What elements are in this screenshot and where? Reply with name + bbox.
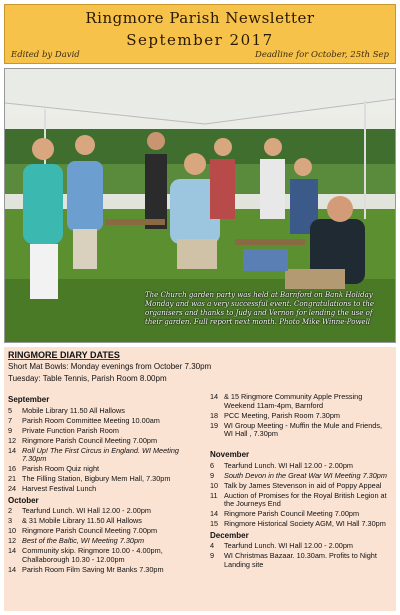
event-date: 21 [8, 474, 17, 484]
diary-event [210, 552, 392, 569]
diary-event [8, 427, 204, 436]
event-text: Best of the Baltic, WI Meeting 7.30pm [22, 536, 145, 546]
diary-event [8, 566, 204, 575]
diary-event [8, 517, 204, 526]
event-date: 10 [8, 526, 17, 536]
event-date: 9 [210, 470, 215, 480]
event-date: 14 [8, 445, 17, 455]
newsletter-header [4, 4, 396, 64]
diary-event [8, 547, 204, 564]
event-date: 14 [8, 564, 17, 574]
event-text: Parish Room Film Saving Mr Banks 7.30pm [22, 564, 164, 574]
month-heading: September [8, 395, 50, 404]
event-text: Talk by James Stevenson in aid of Poppy Appeal [224, 480, 382, 490]
event-text: Roll Up! The First Circus in England. WI Meeting 7.30pm [22, 445, 179, 464]
diary-section [4, 347, 396, 611]
event-date: 14 [210, 392, 219, 401]
diary-left-column [8, 393, 204, 576]
event-date: 4 [210, 541, 215, 551]
diary-event [8, 407, 204, 416]
event-date: 12 [8, 536, 17, 546]
event-text: Parish Room Committee Meeting 10.00am [22, 415, 160, 425]
event-date: 9 [8, 425, 13, 435]
diary-event [8, 475, 204, 484]
event-date: 14 [8, 546, 17, 556]
garden-party-photo [4, 68, 396, 343]
diary-event [210, 422, 392, 439]
diary-line-bowls: Short Mat Bowls: Monday evenings from October 7.30pm [8, 362, 212, 371]
diary-right-column [210, 393, 392, 571]
event-date: 10 [210, 480, 219, 490]
event-text: Ringmore Parish Council Meeting 7.00pm [22, 435, 158, 445]
event-text: Private Function Parish Room [22, 425, 119, 435]
diary-event [8, 485, 204, 494]
diary-event [210, 482, 392, 491]
diary-event [8, 447, 204, 464]
event-text: Ringmore Historical Society AGM, WI Hall 7.30pm [224, 519, 386, 529]
newsletter-title: Ringmore Parish Newsletter [85, 9, 315, 27]
event-text: Auction of Promises for the Royal British Legion at the Journeys End [224, 490, 387, 509]
newsletter-issue: September 2017 [126, 31, 274, 49]
event-text: Mobile Library 11.50 All Hallows [22, 405, 125, 415]
event-text: Ringmore Parish Council Meeting 7.00pm [22, 526, 158, 536]
diary-event [210, 542, 392, 551]
diary-event [8, 465, 204, 474]
event-text: PCC Meeting, Parish Room 7.30pm [224, 410, 340, 420]
diary-event [210, 412, 392, 421]
event-date: 14 [210, 509, 219, 519]
event-date: 15 [210, 519, 219, 529]
photo-caption: The Church garden party was held at Barnford on Bank Holiday Monday and was a very successful event. Congratulations to the organisers and thanks to Judy and Vernon for lending the use of their garden. Full report next month. Photo Mike Winne-Powell [145, 291, 375, 326]
diary-heading: RINGMORE DIARY DATES [8, 350, 120, 360]
diary-event [210, 393, 392, 410]
edited-by: Edited by David [11, 50, 80, 60]
event-text: WI Christmas Bazaar. 10.30am. Profits to Night Landing site [224, 551, 377, 570]
event-text: Community skip. Ringmore 10.00 - 4.00pm, Challaborough 10.30 - 12.00pm [22, 546, 163, 564]
month-heading: November [210, 450, 250, 460]
event-date: 11 [210, 490, 218, 500]
diary-line-table-tennis: Tuesday: Table Tennis, Parish Room 8.00pm [8, 374, 167, 383]
diary-event [210, 520, 392, 529]
event-date: 5 [8, 405, 13, 415]
event-date: 3 [8, 516, 13, 526]
event-date: 18 [210, 410, 219, 420]
diary-event [210, 462, 392, 471]
event-date: 24 [8, 484, 17, 494]
diary-event [8, 537, 204, 546]
event-date: 19 [210, 420, 219, 430]
event-text: The Filling Station, Bigbury Mem Hall, 7.30pm [22, 474, 171, 484]
diary-event [210, 492, 392, 509]
diary-event [210, 472, 392, 481]
diary-event [210, 510, 392, 519]
event-text: Tearfund Lunch. WI Hall 12.00 - 2.00pm [224, 541, 353, 551]
event-text: Ringmore Parish Council Meeting 7.00pm [224, 509, 360, 519]
event-date: 12 [8, 435, 17, 445]
diary-event [8, 417, 204, 426]
event-text: Tearfund Lunch. WI Hall 12.00 - 2.00pm [22, 506, 151, 516]
event-text: Parish Room Quiz night [22, 464, 100, 474]
month-heading: October [8, 495, 39, 505]
event-text: WI Group Meeting - Muffin the Mule and Friends, WI Hall , 7.30pm [224, 420, 383, 439]
event-text: & 31 Mobile Library 11.50 All Hallows [22, 516, 142, 526]
event-text: Tearfund Lunch. WI Hall 12.00 - 2.00pm [224, 460, 353, 470]
event-date: 16 [8, 464, 17, 474]
event-text: Harvest Festival Lunch [22, 484, 97, 494]
event-text: & 15 Ringmore Community Apple Pressing Weekend 11am-4pm, Barnford [224, 392, 363, 410]
event-date: 7 [8, 415, 13, 425]
diary-event [8, 437, 204, 446]
month-heading: December [210, 530, 249, 540]
diary-event [8, 527, 204, 536]
event-date: 2 [8, 506, 13, 516]
event-text: South Devon in the Great War WI Meeting 7.30pm [224, 470, 387, 480]
event-date: 9 [210, 551, 215, 561]
event-date: 6 [210, 460, 215, 470]
diary-event [8, 507, 204, 516]
deadline: Deadline for October, 25th Sep [255, 50, 389, 60]
